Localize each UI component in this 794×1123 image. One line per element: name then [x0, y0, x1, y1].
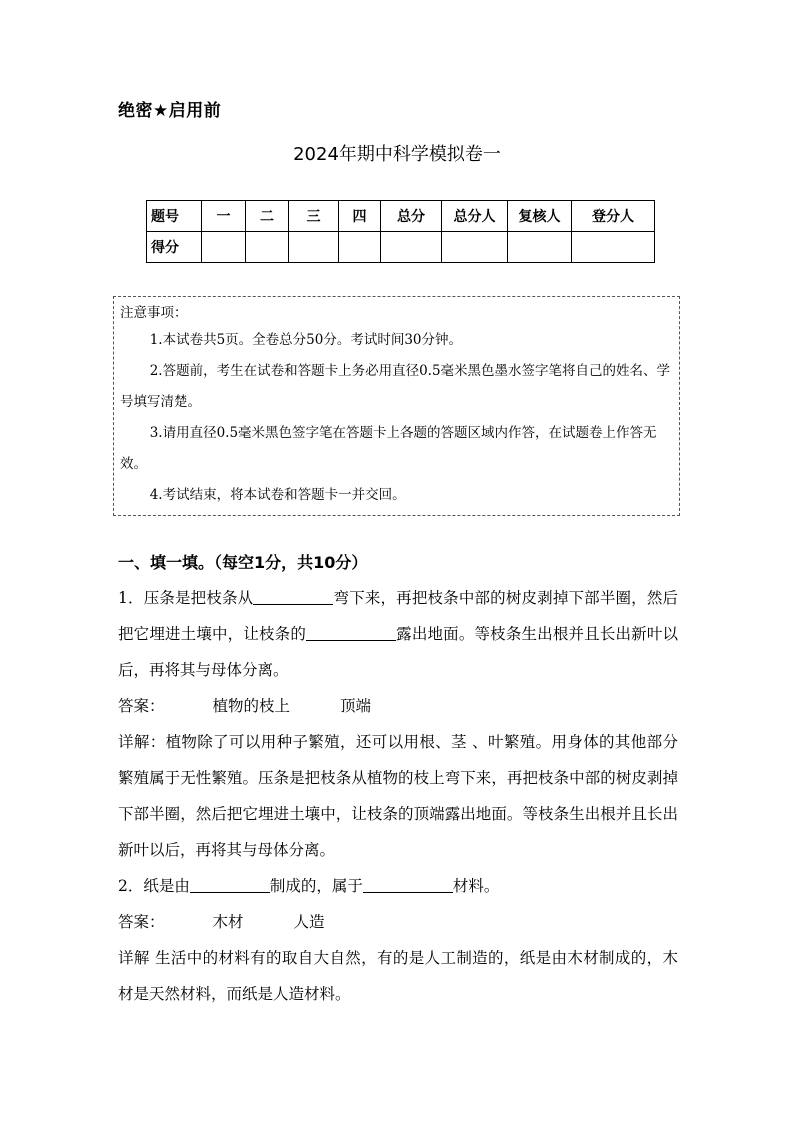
score-row-label: 得分 [147, 232, 202, 263]
score-cell-3: 三 [289, 201, 339, 232]
score-blank[interactable] [572, 232, 655, 263]
notice-box [113, 296, 680, 516]
question-text: 制成的，属于 [269, 877, 363, 895]
questions-body [118, 580, 678, 1012]
score-blank[interactable] [339, 232, 381, 263]
score-cell-1: 一 [202, 201, 246, 232]
answer-value: 木材 [212, 913, 244, 931]
confidential-label: 绝密★启用前 [118, 101, 222, 121]
score-cell-total: 总分 [381, 201, 442, 232]
score-blank[interactable] [246, 232, 289, 263]
answer-line [118, 688, 678, 724]
score-cell-4: 四 [339, 201, 381, 232]
score-blank[interactable] [202, 232, 246, 263]
answer-value: 顶端 [340, 697, 372, 715]
score-table-header-row [147, 201, 655, 232]
explanation: 详解：植物除了可以用种子繁殖，还可以用根、茎 、叶繁殖。用身体的其他部分繁殖属于无性繁殖。压条是把枝条从植物的枝上弯下来，再把枝条中部的树皮剥掉下部半圈，然后把它埋进土壤中，让枝条的顶端露出地面。等枝条生出根并且长出新叶以后，再将其与母体分离。 [118, 733, 678, 859]
question-2 [118, 868, 678, 904]
answer-value: 人造 [293, 913, 325, 931]
answer-line [118, 904, 678, 940]
notice-item: 2.答题前，考生在试卷和答题卡上务必用直径0.5毫米黑色墨水签字笔将自己的姓名、学号填写清楚。 [120, 363, 671, 410]
score-blank[interactable] [508, 232, 572, 263]
question-text: 露出地面。等枝条生出根并且长出新叶以后，再将其与母体分离。 [118, 625, 678, 679]
section-heading: 一、填一填。（每空1分，共10分） [118, 553, 368, 572]
notice-item: 3.请用直径0.5毫米黑色签字笔在答题卡上各题的答题区域内作答，在试题卷上作答无效。 [120, 425, 657, 472]
explanation: 详解 生活中的材料有的取自大自然，有的是人工制造的，纸是由木材制成的，木材是天然材料，而纸是人造材料。 [118, 949, 678, 1003]
answer-blank[interactable] [190, 872, 270, 893]
question-text: 材料。 [452, 877, 500, 895]
answer-label: 答案： [118, 913, 165, 931]
notice-item: 1.本试卷共5页。全卷总分50分。考试时间30分钟。 [149, 332, 463, 348]
score-blank[interactable] [442, 232, 508, 263]
answer-blank[interactable] [363, 872, 453, 893]
score-cell-recorder: 登分人 [572, 201, 655, 232]
score-cell-scorer: 总分人 [442, 201, 508, 232]
score-table [146, 200, 655, 263]
score-table-score-row [147, 232, 655, 263]
answer-value: 植物的枝上 [212, 697, 291, 715]
question-text: 1．压条是把枝条从 [118, 589, 254, 607]
notice-heading: 注意事项： [120, 305, 188, 321]
answer-blank[interactable] [306, 620, 396, 641]
question-1 [118, 580, 678, 688]
notice-item: 4.考试结束，将本试卷和答题卡一并交回。 [149, 487, 406, 503]
score-cell-reviewer: 复核人 [508, 201, 572, 232]
question-text: 弯下来，再把枝条中部的树皮剥掉下部半圈，然后把它埋进土壤中，让枝条的 [118, 589, 678, 643]
answer-blank[interactable] [253, 584, 333, 605]
score-cell-2: 二 [246, 201, 289, 232]
score-blank[interactable] [289, 232, 339, 263]
score-blank[interactable] [381, 232, 442, 263]
page-title: 2024年期中科学模拟卷一 [293, 144, 501, 165]
answer-label: 答案： [118, 697, 165, 715]
question-text: 2．纸是由 [118, 877, 190, 895]
score-cell-label: 题号 [147, 201, 202, 232]
